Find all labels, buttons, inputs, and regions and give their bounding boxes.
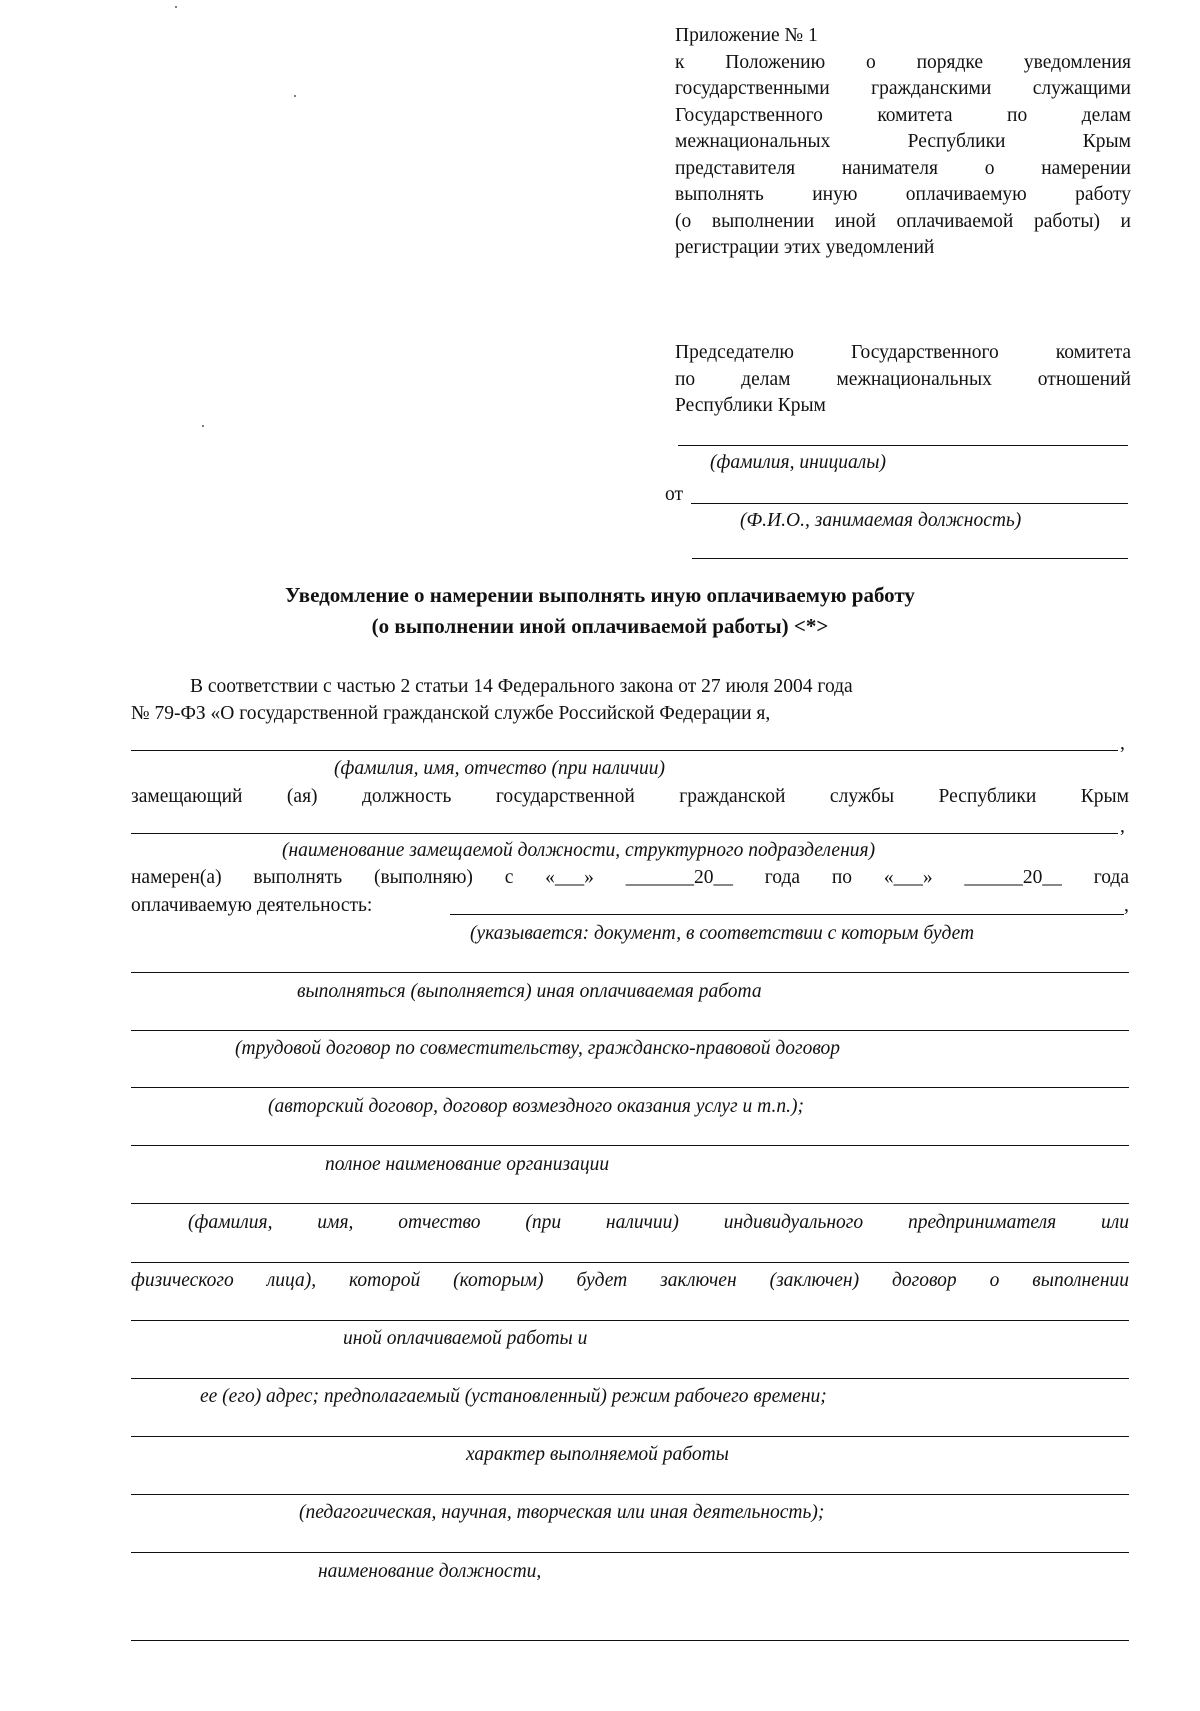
caption-work: выполняться (выполняется) иная оплачиваемая работа	[297, 981, 762, 1002]
caption-other-work: иной оплачиваемой работы и	[343, 1328, 588, 1349]
fill-line	[131, 1030, 1129, 1031]
fill-line	[131, 1087, 1129, 1088]
caption-address: ее (его) адрес; предполагаемый (установленный) режим рабочего времени;	[200, 1386, 827, 1407]
fill-line	[131, 1262, 1129, 1263]
caption-organization: полное наименование организации	[325, 1154, 610, 1175]
caption-labor-contract: (трудовой договор по совместительству, гражданско-правовой договор	[235, 1038, 841, 1059]
caption-individual-text: физического лица), которой (которым) будет заключен (заключен) договор о выполнении	[131, 1270, 1129, 1291]
notice-paragraph-line2: № 79-ФЗ «О государственной гражданской службе Российской Федерации я,	[131, 703, 771, 724]
notice-paragraph-line1: В соответствии с частью 2 статьи 14 Федерального закона от 27 июля 2004 года	[190, 676, 853, 697]
caption-entrepreneur	[188, 1210, 1129, 1237]
appendix-block	[675, 23, 1131, 262]
scan-speck	[294, 95, 296, 97]
position-fill-line	[131, 833, 1118, 834]
caption-individual	[131, 1268, 1129, 1295]
caption-document: (указывается: документ, в соответствии с которым будет	[470, 923, 975, 944]
fill-line	[131, 1145, 1129, 1146]
paid-activity-label: оплачиваемую деятельность:	[131, 895, 373, 916]
appendix-line: государственными гражданскими служащими	[675, 78, 1131, 99]
notice-title-line2: (о выполнении иной оплачиваемой работы) <*>	[371, 614, 829, 638]
fio-caption: (фамилия, имя, отчество (при наличии)	[334, 758, 666, 779]
fio-comma: ,	[1120, 733, 1125, 754]
caption-entrepreneur-text: (фамилия, имя, отчество (при наличии) индивидуального предпринимателя или	[188, 1212, 1129, 1233]
from-line-2	[692, 558, 1128, 559]
appendix-line: межнациональных Республики Крым	[675, 131, 1131, 152]
notice-title-line1: Уведомление о намерении выполнять иную оплачиваемую работу	[285, 583, 915, 607]
caption-work-nature: характер выполняемой работы	[466, 1444, 729, 1465]
intent-text: намерен(а) выполнять (выполняю) с «___» _______20__ года по «___» ______20__ года	[131, 867, 1129, 888]
fill-line	[131, 1203, 1129, 1204]
appendix-line: выполнять иную оплачиваемую работу	[675, 184, 1131, 205]
paid-activity-line	[450, 914, 1124, 915]
fill-line	[131, 1640, 1129, 1641]
position-text: замещающий (ая) должность государственной гражданской службы Республики Крым	[131, 786, 1129, 807]
fill-line	[131, 1552, 1129, 1553]
scan-speck	[202, 425, 204, 427]
intent-line	[131, 865, 1129, 892]
from-line	[691, 503, 1128, 504]
scan-speck	[175, 6, 177, 8]
addressee-line: Председателю Государственного комитета	[675, 342, 1131, 363]
fill-line	[131, 1436, 1129, 1437]
fill-line	[131, 1494, 1129, 1495]
fill-line	[131, 972, 1129, 973]
position-comma: ,	[1120, 816, 1125, 837]
appendix-line: представителя нанимателя о намерении	[675, 157, 1131, 179]
appendix-title: Приложение № 1	[675, 25, 818, 46]
appendix-line: регистрации этих уведомлений	[675, 237, 935, 258]
caption-position-name: наименование должности,	[318, 1561, 542, 1582]
from-caption: (Ф.И.О., занимаемая должность)	[740, 510, 1022, 531]
addressee-name-line	[678, 445, 1128, 446]
appendix-line: (о выполнении иной оплачиваемой работы) и	[675, 210, 1131, 232]
from-label: от	[665, 484, 684, 505]
caption-author-contract: (авторский договор, договор возмездного оказания услуг и т.п.);	[268, 1096, 804, 1117]
appendix-line: к Положению о порядке уведомления	[675, 51, 1131, 73]
addressee-name-caption: (фамилия, инициалы)	[710, 452, 886, 473]
fill-line	[131, 1378, 1129, 1379]
addressee-line: Республики Крым	[675, 395, 826, 416]
appendix-line: Государственного комитета по делам	[675, 104, 1131, 126]
caption-activity: (педагогическая, научная, творческая или иная деятельность);	[299, 1502, 825, 1523]
fio-line	[131, 750, 1118, 751]
fill-line	[131, 1320, 1129, 1321]
position-caption: (наименование замещаемой должности, структурного подразделения)	[282, 840, 876, 861]
addressee-block	[675, 340, 1131, 420]
position-line	[131, 784, 1129, 811]
paid-activity-comma: ,	[1124, 895, 1129, 916]
addressee-line: по делам межнациональных отношений	[675, 368, 1131, 390]
